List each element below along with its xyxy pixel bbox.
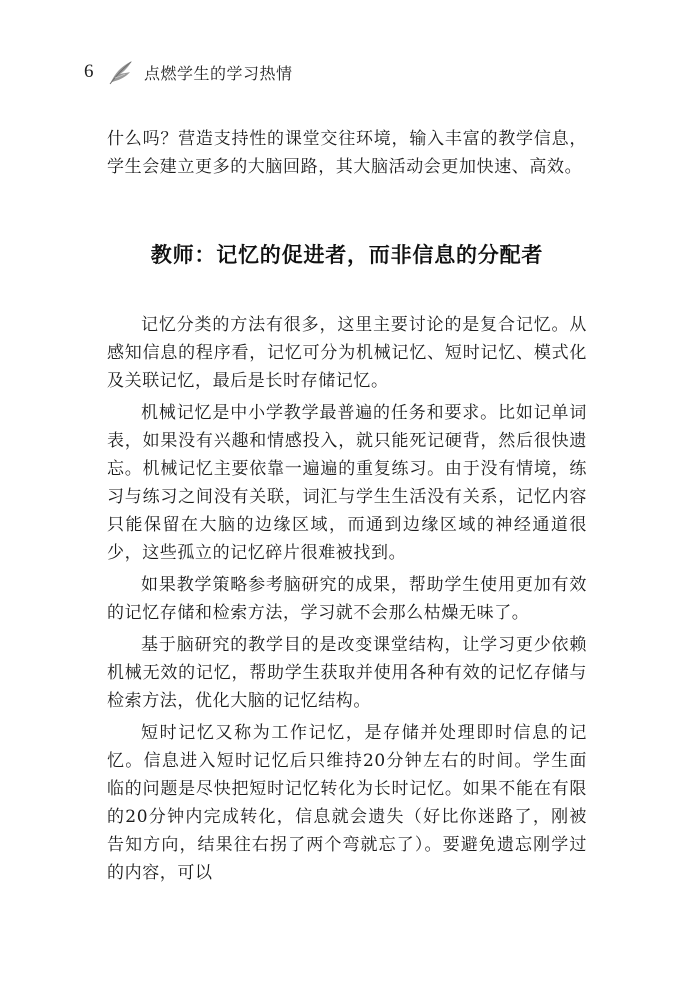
body-paragraph: 记忆分类的方法有很多，这里主要讨论的是复合记忆。从感知信息的程序看，记忆可分为机械记忆、短时记忆、模式化及关联记忆，最后是长时存储记忆。	[107, 315, 587, 391]
page-number: 6	[84, 61, 94, 82]
body-paragraph: 机械记忆是中小学教学最普遍的任务和要求。比如记单词表，如果没有兴趣和情感投入，就只能死记硬背，然后很快遗忘。机械记忆主要依靠一遍遍的重复练习。由于没有情境，练习与练习之间没有关联，词汇与学生生活没有关系，记忆内容只能保留在大脑的边缘区域，而通到边缘区域的神经通道很少，这些孤立的记忆碎片很难被找到。	[107, 403, 587, 563]
body-paragraph: 基于脑研究的教学目的是改变课堂结构，让学习更少依赖机械无效的记忆，帮助学生获取并使用各种有效的记忆存储与检索方法，优化大脑的记忆结构。	[107, 635, 587, 711]
page-header	[84, 56, 293, 88]
body-paragraph: 如果教学策略参考脑研究的成果，帮助学生使用更加有效的记忆存储和检索方法，学习就不会那么枯燥无味了。	[107, 575, 587, 623]
section-heading: 教师：记忆的促进者，而非信息的分配者	[150, 243, 544, 267]
body-paragraph: 短时记忆又称为工作记忆，是存储并处理即时信息的记忆。信息进入短时记忆后只维持20分钟左右的时间。学生面临的问题是尽快把短时记忆转化为长时记忆。如果不能在有限的20分钟内完成转化，信息就会遗失（好比你迷路了，刚被告知方向，结果往右拐了两个弯就忘了）。要避免遗忘刚学过的内容，可以	[107, 723, 587, 883]
continuation-paragraph: 什么吗？营造支持性的课堂交往环境，输入丰富的教学信息，学生会建立更多的大脑回路，其大脑活动会更加快速、高效。	[107, 129, 587, 177]
page-body	[107, 125, 587, 887]
running-title: 点燃学生的学习热情	[144, 63, 293, 83]
feather-icon	[106, 58, 136, 86]
